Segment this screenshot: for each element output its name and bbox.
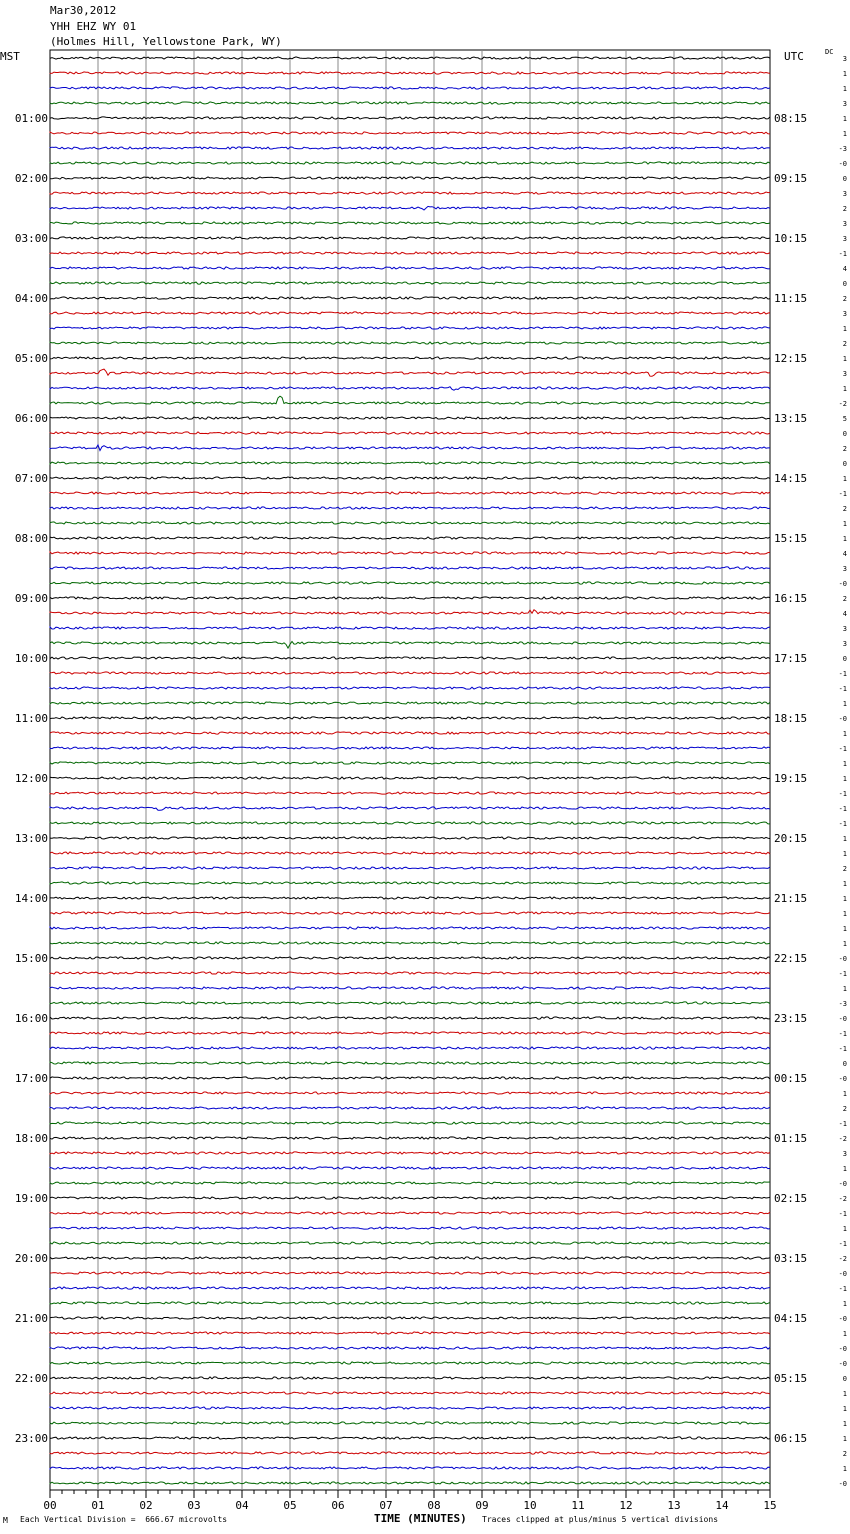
dc-offset-label: 2 (842, 1450, 847, 1458)
trace-line (50, 792, 770, 794)
dc-offset-label: -0 (838, 1480, 847, 1488)
dc-offset-label: 3 (842, 1150, 847, 1158)
dc-offset-label: 1 (842, 1405, 847, 1413)
trace-line (50, 1002, 770, 1004)
dc-offset-label: -0 (838, 1075, 847, 1083)
station-location: (Holmes Hill, Yellowstone Park, WY) (50, 35, 282, 48)
trace-line (50, 87, 770, 89)
trace-line (50, 807, 770, 810)
trace-line (50, 1167, 770, 1169)
trace-line (50, 222, 770, 224)
right-timezone-label: UTC (784, 50, 804, 63)
mst-hour-label: 12:00 (14, 772, 48, 785)
dc-offset-label: -2 (838, 400, 847, 408)
trace-line (50, 1227, 770, 1229)
dc-offset-label: 2 (842, 865, 847, 873)
dc-offset-label: 3 (842, 640, 847, 648)
dc-offset-label: 1 (842, 1165, 847, 1173)
dc-offset-label: -0 (838, 955, 847, 963)
dc-offset-label: -1 (838, 1045, 847, 1053)
mst-hour-label: 14:00 (14, 892, 48, 905)
trace-line (50, 1452, 770, 1454)
trace-line (50, 897, 770, 899)
dc-offset-label: -1 (838, 670, 847, 678)
x-tick-label: 09 (475, 1499, 489, 1512)
x-tick-label: 00 (43, 1499, 57, 1512)
dc-offset-label: 1 (842, 925, 847, 933)
dc-offset-label: 1 (842, 325, 847, 333)
trace-line (50, 522, 770, 524)
left-timezone-label: MST (0, 50, 20, 63)
trace-line (50, 987, 770, 989)
trace-line (50, 582, 770, 584)
trace-line (50, 117, 770, 119)
trace-line (50, 1287, 770, 1289)
utc-hour-label: 21:15 (774, 892, 808, 905)
mst-hour-label: 13:00 (14, 832, 48, 845)
trace-line (50, 267, 770, 269)
dc-offset-label: 1 (842, 850, 847, 858)
utc-hour-label: 18:15 (774, 712, 808, 725)
x-tick-label: 11 (571, 1499, 585, 1512)
dc-offset-label: 1 (842, 1420, 847, 1428)
trace-line (50, 1332, 770, 1334)
dc-offset-label: 1 (842, 1225, 847, 1233)
dc-offset-label: -2 (838, 1135, 847, 1143)
dc-offset-label: 1 (842, 730, 847, 738)
trace-line (50, 1302, 770, 1304)
trace-line (50, 1032, 770, 1034)
utc-hour-label: 05:15 (774, 1372, 808, 1385)
dc-offset-label: 1 (842, 355, 847, 363)
x-tick-label: 07 (379, 1499, 393, 1512)
mst-hour-label: 09:00 (14, 592, 48, 605)
trace-line (50, 492, 770, 494)
trace-line (50, 445, 770, 451)
dc-offset-label: 0 (842, 655, 847, 663)
trace-line (50, 867, 770, 869)
trace-line (50, 1062, 770, 1064)
dc-offset-label: 1 (842, 85, 847, 93)
dc-offset-label: 4 (842, 265, 847, 273)
trace-line (50, 1212, 770, 1214)
dc-offset-label: -0 (838, 580, 847, 588)
utc-hour-label: 14:15 (774, 472, 808, 485)
mst-hour-label: 17:00 (14, 1072, 48, 1085)
dc-offset-label: -1 (838, 1210, 847, 1218)
clip-note: Traces clipped at plus/minus 5 vertical divisions (482, 1515, 719, 1524)
trace-line (50, 1272, 770, 1274)
trace-line (50, 1182, 770, 1184)
trace-line (50, 1017, 770, 1019)
trace-line (50, 1377, 770, 1379)
dc-offset-label: -0 (838, 1360, 847, 1368)
trace-line (50, 132, 770, 134)
dc-offset-label: 1 (842, 700, 847, 708)
dc-offset-label: 1 (842, 130, 847, 138)
x-tick-label: 14 (715, 1499, 729, 1512)
trace-line (50, 762, 770, 764)
mst-hour-label: 10:00 (14, 652, 48, 665)
trace-line (50, 102, 770, 104)
plot-date: Mar30,2012 (50, 4, 117, 17)
trace-line (50, 1422, 770, 1424)
trace-line (50, 822, 770, 824)
dc-offset-label: 0 (842, 1060, 847, 1068)
mst-hour-label: 22:00 (14, 1372, 48, 1385)
dc-offset-label: -0 (838, 715, 847, 723)
trace-line (50, 657, 770, 659)
dc-offset-label: 2 (842, 1105, 847, 1113)
x-tick-label: 06 (331, 1499, 345, 1512)
utc-hour-label: 15:15 (774, 532, 808, 545)
trace-line (50, 417, 770, 419)
x-tick-label: 10 (523, 1499, 537, 1512)
trace-line (50, 957, 770, 959)
dc-offset-label: -3 (838, 145, 847, 153)
dc-offset-label: -0 (838, 1270, 847, 1278)
trace-line (50, 1077, 770, 1079)
utc-hour-label: 23:15 (774, 1012, 808, 1025)
dc-offset-label: 4 (842, 550, 847, 558)
trace-line (50, 567, 770, 569)
dc-offset-label: 3 (842, 625, 847, 633)
utc-hour-label: 20:15 (774, 832, 808, 845)
x-tick-label: 15 (763, 1499, 777, 1512)
trace-line (50, 327, 770, 329)
dc-offset-label: 1 (842, 895, 847, 903)
dc-offset-label: -0 (838, 1180, 847, 1188)
utc-hour-label: 00:15 (774, 1072, 808, 1085)
dc-offset-label: -0 (838, 1345, 847, 1353)
trace-line (50, 1137, 770, 1139)
trace-line (50, 206, 770, 210)
dc-offset-label: 1 (842, 1090, 847, 1098)
trace-line (50, 387, 770, 391)
utc-hour-label: 12:15 (774, 352, 808, 365)
dc-offset-label: 3 (842, 235, 847, 243)
dc-offset-label: 1 (842, 985, 847, 993)
dc-offset-label: -1 (838, 250, 847, 258)
trace-line (50, 1152, 770, 1154)
dc-offset-label: 1 (842, 910, 847, 918)
trace-line (50, 1047, 770, 1049)
trace-line (50, 1362, 770, 1364)
utc-hour-label: 02:15 (774, 1192, 808, 1205)
mst-hour-label: 23:00 (14, 1432, 48, 1445)
dc-offset-label: 3 (842, 565, 847, 573)
trace-line (50, 369, 770, 376)
trace-line (50, 1407, 770, 1409)
trace-line (50, 1317, 770, 1319)
dc-offset-label: 3 (842, 220, 847, 228)
utc-hour-label: 03:15 (774, 1252, 808, 1265)
x-tick-label: 08 (427, 1499, 441, 1512)
dc-offset-label: 2 (842, 505, 847, 513)
trace-line (50, 747, 770, 749)
trace-line (50, 282, 770, 284)
mst-hour-label: 16:00 (14, 1012, 48, 1025)
trace-line (50, 342, 770, 344)
trace-line (50, 297, 770, 299)
mst-hour-label: 20:00 (14, 1252, 48, 1265)
trace-line (50, 57, 770, 59)
dc-offset-label: 1 (842, 775, 847, 783)
trace-line (50, 882, 770, 884)
mst-hour-label: 19:00 (14, 1192, 48, 1205)
dc-offset-label: 4 (842, 610, 847, 618)
dc-offset-label: 2 (842, 295, 847, 303)
dc-offset-label: -1 (838, 1285, 847, 1293)
trace-line (50, 237, 770, 239)
dc-offset-label: 0 (842, 1375, 847, 1383)
dc-offset-label: -1 (838, 1240, 847, 1248)
dc-offset-label: 3 (842, 310, 847, 318)
trace-line (50, 396, 770, 404)
trace-line (50, 312, 770, 314)
footer-mark: M (3, 1516, 8, 1525)
utc-hour-label: 09:15 (774, 172, 808, 185)
mst-hour-label: 04:00 (14, 292, 48, 305)
trace-line (50, 537, 770, 539)
dc-offset-label: 0 (842, 430, 847, 438)
mst-hour-label: 05:00 (14, 352, 48, 365)
x-tick-label: 05 (283, 1499, 297, 1512)
dc-offset-label: 1 (842, 940, 847, 948)
trace-line (50, 507, 770, 509)
dc-offset-label: 1 (842, 1300, 847, 1308)
dc-offset-label: 1 (842, 535, 847, 543)
dc-offset-label: 3 (842, 100, 847, 108)
x-tick-label: 13 (667, 1499, 681, 1512)
dc-offset-label: 0 (842, 175, 847, 183)
dc-offset-label: 1 (842, 115, 847, 123)
x-tick-label: 03 (187, 1499, 201, 1512)
utc-hour-label: 10:15 (774, 232, 808, 245)
dc-offset-label: 2 (842, 340, 847, 348)
dc-offset-label: 3 (842, 190, 847, 198)
dc-offset-label: 0 (842, 280, 847, 288)
trace-line (50, 1092, 770, 1094)
trace-line (50, 597, 770, 599)
trace-line (50, 192, 770, 194)
trace-line (50, 1122, 770, 1124)
dc-label: DC (825, 48, 834, 56)
trace-line (50, 1257, 770, 1259)
trace-line (50, 777, 770, 779)
utc-hour-label: 16:15 (774, 592, 808, 605)
dc-offset-label: -1 (838, 490, 847, 498)
dc-offset-label: 1 (842, 1435, 847, 1443)
trace-line (50, 610, 770, 614)
trace-line (50, 147, 770, 149)
dc-offset-label: 0 (842, 460, 847, 468)
dc-offset-label: 1 (842, 1330, 847, 1338)
dc-offset-label: -2 (838, 1255, 847, 1263)
mst-hour-label: 15:00 (14, 952, 48, 965)
dc-offset-label: 1 (842, 835, 847, 843)
mst-hour-label: 08:00 (14, 532, 48, 545)
trace-line (50, 912, 770, 914)
trace-line (50, 642, 770, 649)
trace-line (50, 552, 770, 554)
trace-line (50, 702, 770, 704)
dc-offset-label: -0 (838, 1315, 847, 1323)
utc-hour-label: 19:15 (774, 772, 808, 785)
dc-offset-label: -1 (838, 970, 847, 978)
mst-hour-label: 07:00 (14, 472, 48, 485)
dc-offset-label: 2 (842, 595, 847, 603)
trace-line (50, 477, 770, 479)
dc-offset-label: -0 (838, 1015, 847, 1023)
trace-line (50, 1482, 770, 1484)
dc-offset-label: 5 (842, 415, 847, 423)
mst-hour-label: 11:00 (14, 712, 48, 725)
trace-line (50, 927, 770, 929)
station-code: YHH EHZ WY 01 (50, 20, 137, 33)
trace-line (50, 672, 770, 674)
trace-line (50, 177, 770, 179)
dc-offset-label: 2 (842, 445, 847, 453)
trace-line (50, 252, 770, 254)
trace-line (50, 1467, 770, 1469)
x-tick-label: 12 (619, 1499, 633, 1512)
dc-offset-label: -0 (838, 160, 847, 168)
scale-note: Each Vertical Division = 666.67 microvolts (20, 1515, 228, 1524)
utc-hour-label: 17:15 (774, 652, 808, 665)
trace-line (50, 972, 770, 974)
dc-offset-label: -1 (838, 685, 847, 693)
trace-line (50, 432, 770, 434)
trace-line (50, 1242, 770, 1244)
dc-offset-label: 1 (842, 1390, 847, 1398)
trace-line (50, 687, 770, 689)
trace-line (50, 1347, 770, 1349)
dc-offset-label: 3 (842, 370, 847, 378)
dc-offset-label: -1 (838, 805, 847, 813)
dc-offset-label: 1 (842, 385, 847, 393)
x-tick-label: 02 (139, 1499, 153, 1512)
trace-line (50, 1392, 770, 1394)
utc-hour-label: 22:15 (774, 952, 808, 965)
dc-offset-label: 3 (842, 55, 847, 63)
mst-hour-label: 06:00 (14, 412, 48, 425)
trace-line (50, 1197, 770, 1199)
trace-line (50, 717, 770, 719)
dc-offset-label: 1 (842, 1465, 847, 1473)
mst-hour-label: 18:00 (14, 1132, 48, 1145)
dc-offset-label: -1 (838, 820, 847, 828)
trace-line (50, 462, 770, 464)
mst-hour-label: 21:00 (14, 1312, 48, 1325)
dc-offset-label: 1 (842, 880, 847, 888)
trace-line (50, 1107, 770, 1109)
trace-line (50, 162, 770, 164)
dc-offset-label: 1 (842, 70, 847, 78)
trace-line (50, 357, 770, 359)
dc-offset-label: 1 (842, 520, 847, 528)
x-axis-title: TIME (MINUTES) (374, 1512, 467, 1525)
dc-offset-label: -2 (838, 1195, 847, 1203)
x-tick-label: 01 (91, 1499, 105, 1512)
mst-hour-label: 01:00 (14, 112, 48, 125)
dc-offset-label: -3 (838, 1000, 847, 1008)
dc-offset-label: 1 (842, 760, 847, 768)
trace-line (50, 627, 770, 629)
dc-offset-label: -1 (838, 745, 847, 753)
utc-hour-label: 13:15 (774, 412, 808, 425)
utc-hour-label: 04:15 (774, 1312, 808, 1325)
trace-line (50, 837, 770, 839)
trace-line (50, 942, 770, 944)
utc-hour-label: 06:15 (774, 1432, 808, 1445)
x-tick-label: 04 (235, 1499, 249, 1512)
trace-line (50, 852, 770, 854)
mst-hour-label: 02:00 (14, 172, 48, 185)
trace-line (50, 72, 770, 74)
dc-offset-label: 1 (842, 475, 847, 483)
mst-hour-label: 03:00 (14, 232, 48, 245)
dc-offset-label: -1 (838, 790, 847, 798)
utc-hour-label: 08:15 (774, 112, 808, 125)
dc-offset-label: -1 (838, 1030, 847, 1038)
utc-hour-label: 11:15 (774, 292, 808, 305)
trace-line (50, 1437, 770, 1439)
dc-offset-label: -1 (838, 1120, 847, 1128)
trace-line (50, 732, 770, 734)
utc-hour-label: 01:15 (774, 1132, 808, 1145)
dc-offset-label: 2 (842, 205, 847, 213)
